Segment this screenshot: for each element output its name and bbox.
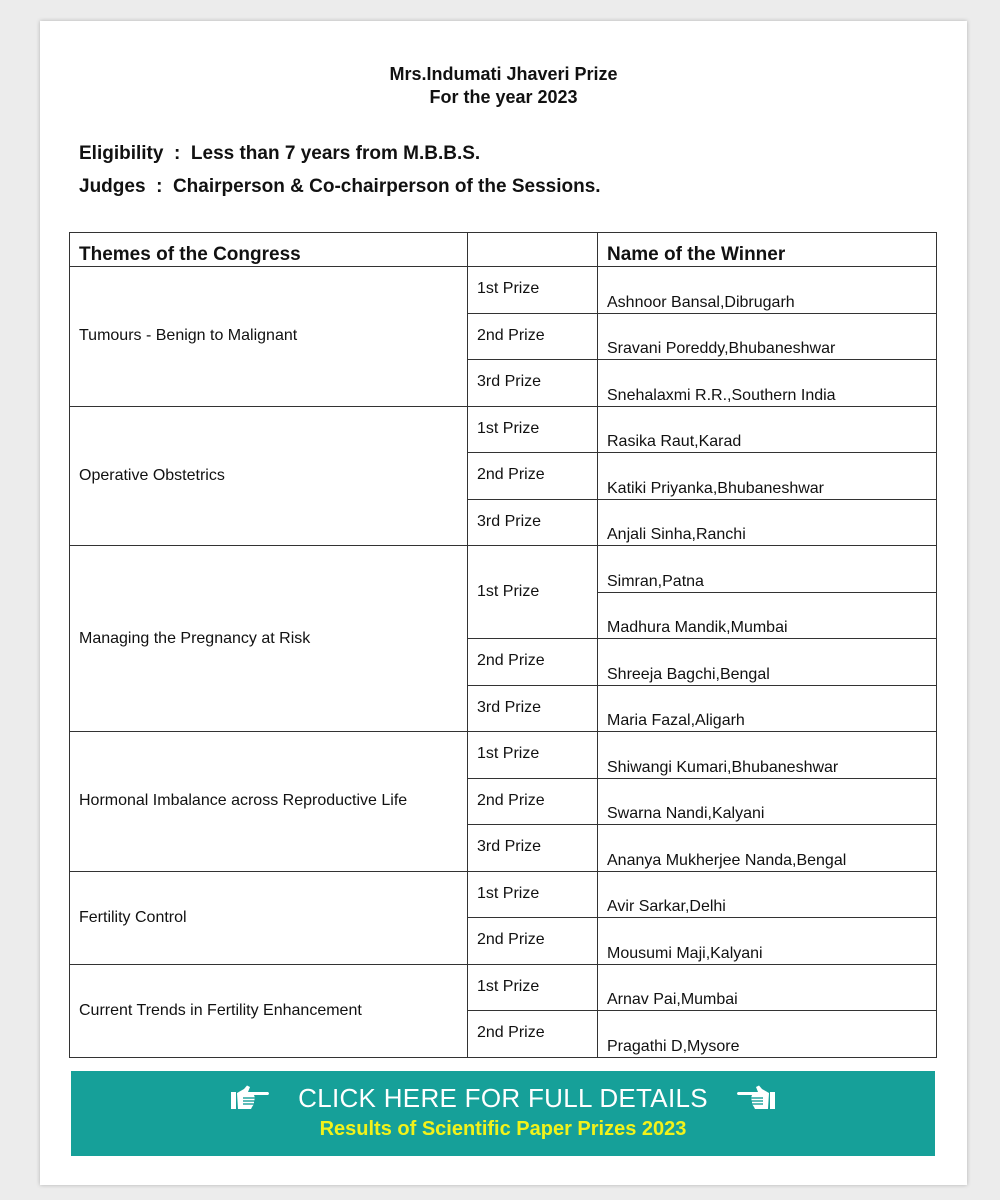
prize-cell: 1st Prize [468, 406, 598, 453]
prize-cell: 2nd Prize [468, 918, 598, 965]
winner-cell: Madhura Mandik,Mumbai [598, 592, 937, 639]
theme-cell: Operative Obstetrics [70, 406, 468, 546]
winners-table [69, 232, 937, 1058]
winner-cell: Shreeja Bagchi,Bengal [598, 639, 937, 686]
prize-cell: 1st Prize [468, 546, 598, 639]
cta-line [71, 1083, 935, 1113]
winner-cell: Sravani Poreddy,Bhubaneshwar [598, 313, 937, 360]
prize-title-line1: Mrs.Indumati Jhaveri Prize [389, 64, 618, 84]
prize-cell: 2nd Prize [468, 639, 598, 686]
prize-cell: 2nd Prize [468, 453, 598, 500]
winner-cell: Snehalaxmi R.R.,Southern India [598, 360, 937, 407]
cta-label: CLICK HERE FOR FULL DETAILS [298, 1083, 708, 1113]
cta-sublabel: Results of Scientific Paper Prizes 2023 [319, 1118, 687, 1140]
prize-title [40, 63, 967, 109]
table-row [70, 267, 937, 314]
table-row [70, 964, 937, 1011]
winner-cell: Anjali Sinha,Ranchi [598, 499, 937, 546]
winner-cell: Ananya Mukherjee Nanda,Bengal [598, 825, 937, 872]
winner-cell: Arnav Pai,Mumbai [598, 964, 937, 1011]
prize-cell: 2nd Prize [468, 313, 598, 360]
winner-cell: Avir Sarkar,Delhi [598, 871, 937, 918]
theme-cell: Hormonal Imbalance across Reproductive Life [70, 732, 468, 872]
winner-cell: Simran,Patna [598, 546, 937, 593]
prize-cell: 1st Prize [468, 267, 598, 314]
prize-cell: 2nd Prize [468, 1011, 598, 1058]
header-themes: Themes of the Congress [70, 233, 468, 267]
winner-cell: Katiki Priyanka,Bhubaneshwar [598, 453, 937, 500]
theme-cell: Current Trends in Fertility Enhancement [70, 964, 468, 1057]
winner-cell: Pragathi D,Mysore [598, 1011, 937, 1058]
winner-cell: Mousumi Maji,Kalyani [598, 918, 937, 965]
winner-cell: Ashnoor Bansal,Dibrugarh [598, 267, 937, 314]
hand-pointing-right-icon [230, 1085, 270, 1111]
winner-cell: Shiwangi Kumari,Bhubaneshwar [598, 732, 937, 779]
prize-cell: 3rd Prize [468, 825, 598, 872]
prize-title-line2: For the year 2023 [429, 87, 578, 107]
table-row [70, 406, 937, 453]
full-details-banner-button[interactable] [71, 1071, 935, 1156]
theme-cell: Managing the Pregnancy at Risk [70, 546, 468, 732]
winner-cell: Rasika Raut,Karad [598, 406, 937, 453]
header-prize [468, 233, 598, 267]
prize-document [40, 21, 967, 1185]
table-row [70, 546, 937, 593]
theme-cell: Tumours - Benign to Malignant [70, 267, 468, 407]
prize-cell: 3rd Prize [468, 499, 598, 546]
prize-cell: 1st Prize [468, 964, 598, 1011]
table-row [70, 871, 937, 918]
prize-cell: 3rd Prize [468, 360, 598, 407]
judges-text: Judges : Chairperson & Co-chairperson of the Sessions. [79, 176, 601, 197]
hand-pointing-left-icon [736, 1085, 776, 1111]
theme-cell: Fertility Control [70, 871, 468, 964]
table-row [70, 732, 937, 779]
winner-cell: Maria Fazal,Aligarh [598, 685, 937, 732]
prize-cell: 1st Prize [468, 871, 598, 918]
prize-cell: 1st Prize [468, 732, 598, 779]
prize-cell: 2nd Prize [468, 778, 598, 825]
header-winner: Name of the Winner [598, 233, 937, 267]
prize-cell: 3rd Prize [468, 685, 598, 732]
winner-cell: Swarna Nandi,Kalyani [598, 778, 937, 825]
eligibility-text: Eligibility : Less than 7 years from M.B.B.S. [79, 143, 481, 164]
table-header-row [70, 233, 937, 267]
